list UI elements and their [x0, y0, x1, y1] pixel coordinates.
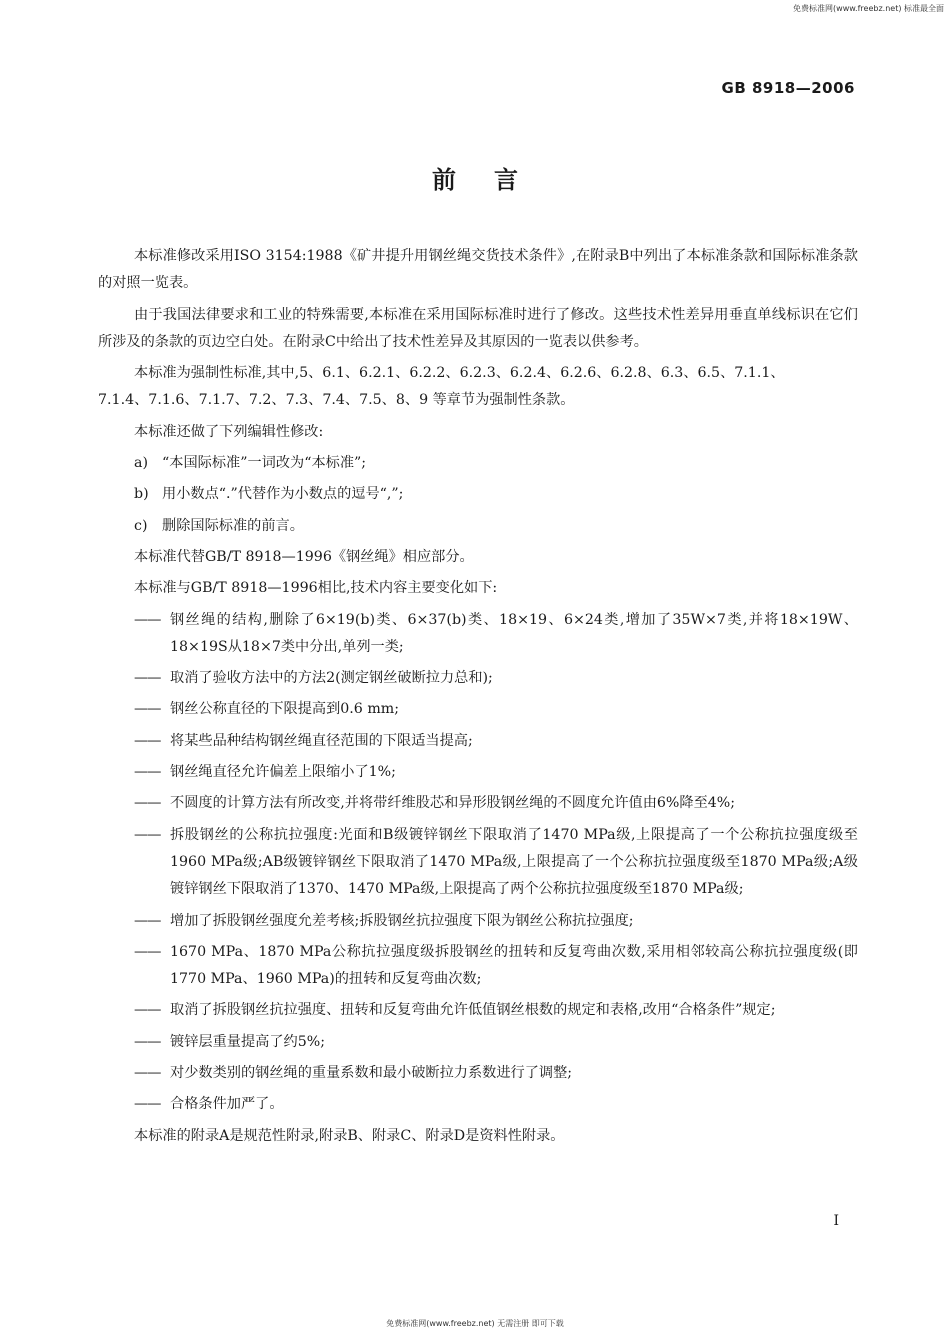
page-title: 前言: [432, 166, 556, 194]
list-item-label: c): [134, 517, 148, 534]
paragraph-annexes: 本标准的附录A是规范性附录,附录B、附录C、附录D是资料性附录。: [134, 1127, 565, 1144]
paragraph-replaces: 本标准代替GB/T 8918—1996《钢丝绳》相应部分。: [134, 548, 474, 565]
change-text: 将某些品种结构钢丝绳直径范围的下限适当提高;: [170, 732, 473, 749]
dash-marker: ——: [134, 1002, 161, 1019]
paragraph-adoption: 本标准修改采用ISO 3154:1988《矿井提升用钢丝绳交货技术条件》,在附录B中列出了本标准条款和国际标准条款的对照一览表。: [98, 248, 858, 292]
change-text: 1670 MPa、1870 MPa公称抗拉强度级拆股钢丝的扭转和反复弯曲次数,采用相邻较高公称抗拉强度级(即1770 MPa、1960 MPa)的扭转和反复弯曲次数;: [170, 943, 858, 988]
list-item: [134, 513, 858, 540]
paragraph-mandatory-clauses-cont: 7.1.4、7.1.6、7.1.7、7.2、7.3、7.4、7.5、8、9 等章节为强制性条款。: [98, 392, 575, 409]
change-item: [134, 728, 858, 755]
change-item: [134, 1060, 858, 1087]
dash-marker: ——: [134, 701, 161, 718]
dash-marker: ——: [134, 943, 161, 960]
list-item: [134, 450, 858, 477]
change-item: [134, 696, 858, 723]
dash-marker: ——: [134, 1065, 161, 1082]
foreword-body: [98, 243, 858, 1154]
list-item-label: b): [134, 486, 149, 503]
dash-marker: ——: [134, 912, 161, 929]
paragraph-mandatory-clauses: 本标准为强制性标准,其中,5、6.1、6.2.1、6.2.2、6.2.3、6.2.4、6.2.6、6.2.8、6.3、6.5、7.1.1、: [134, 365, 785, 382]
change-text: 钢丝公称直径的下限提高到0.6 mm;: [170, 701, 400, 718]
dash-marker: ——: [134, 611, 161, 628]
change-text: 钢丝绳直径允许偏差上限缩小了1%;: [170, 764, 396, 781]
dash-marker: ——: [134, 764, 161, 781]
change-text: 对少数类别的钢丝绳的重量系数和最小破断拉力系数进行了调整;: [170, 1065, 573, 1082]
change-text: 取消了拆股钢丝抗拉强度、扭转和反复弯曲允许低值钢丝根数的规定和表格,改用“合格条件”规定;: [170, 1002, 776, 1019]
page-number: I: [833, 1213, 839, 1229]
change-item: [134, 607, 858, 662]
change-text: 合格条件加严了。: [170, 1096, 284, 1113]
change-text: 镀锌层重量提高了约5%;: [170, 1033, 325, 1050]
change-item: [134, 759, 858, 786]
change-item: [134, 997, 858, 1024]
dash-marker: ——: [134, 826, 161, 843]
list-item-text: 删除国际标准的前言。: [162, 517, 304, 534]
list-item: [134, 481, 858, 508]
list-item-label: a): [134, 455, 148, 472]
dash-marker: ——: [134, 795, 161, 812]
change-item: [134, 822, 858, 904]
paragraph-changes-intro: 本标准与GB/T 8918—1996相比,技术内容主要变化如下:: [134, 580, 498, 597]
change-item: [134, 939, 858, 994]
change-text: 不圆度的计算方法有所改变,并将带纤维股芯和异形股钢丝绳的不圆度允许值由6%降至4%;: [170, 795, 736, 812]
list-item-text: “本国际标准”一词改为“本标准”;: [162, 455, 367, 472]
change-item: [134, 665, 858, 692]
change-item: [134, 1091, 858, 1118]
change-text: 拆股钢丝的公称抗拉强度:光面和B级镀锌钢丝下限取消了1470 MPa级,上限提高了一个公称抗拉强度级至1960 MPa级;AB级镀锌钢丝下限取消了1470 MPa级,上限提高了一个公称抗拉强度级至1870 MPa级;A级镀锌钢丝下限取消了1370、1470 MPa级,上限提高了两个公称抗拉强度级至1870 MPa级;: [170, 826, 858, 898]
change-text: 取消了验收方法中的方法2(测定钢丝破断拉力总和);: [170, 670, 493, 687]
dash-marker: ——: [134, 1033, 161, 1050]
watermark-bottom: 免费标准网(www.freebz.net) 无需注册 即可下载: [386, 1319, 564, 1328]
dash-marker: ——: [134, 732, 161, 749]
dash-marker: ——: [134, 670, 161, 687]
change-item: [134, 790, 858, 817]
dash-marker: ——: [134, 1096, 161, 1113]
standard-code: GB 8918—2006: [721, 79, 855, 97]
paragraph-technical-differences: 由于我国法律要求和工业的特殊需要,本标准在采用国际标准时进行了修改。这些技术性差异用垂直单线标识在它们所涉及的条款的页边空白处。在附录C中给出了技术性差异及其原因的一览表以供参考。: [98, 306, 858, 350]
change-text: 钢丝绳的结构,删除了6×19(b)类、6×37(b)类、18×19、6×24类,增加了35W×7类,并将18×19W、18×19S从18×7类中分出,单列一类;: [170, 611, 858, 655]
change-text: 增加了拆股钢丝强度允差考核;拆股钢丝抗拉强度下限为钢丝公称抗拉强度;: [170, 912, 634, 929]
paragraph-editorial-intro: 本标准还做了下列编辑性修改:: [134, 423, 324, 440]
list-item-text: 用小数点“.”代替作为小数点的逗号“,”;: [162, 486, 404, 503]
change-item: [134, 908, 858, 935]
watermark-top: 免费标准网(www.freebz.net) 标准最全面: [793, 4, 944, 13]
change-item: [134, 1029, 858, 1056]
